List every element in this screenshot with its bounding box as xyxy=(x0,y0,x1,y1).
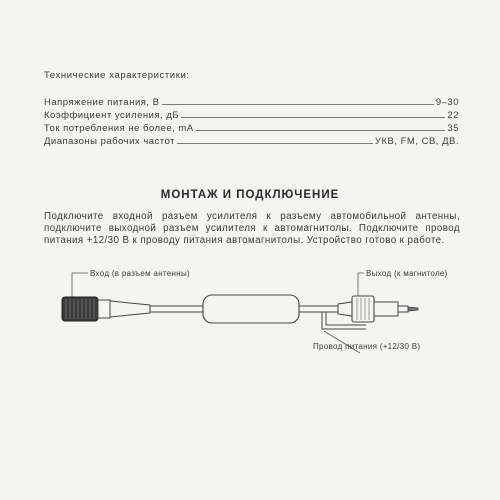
leader-line xyxy=(196,129,446,131)
output-leader-line xyxy=(358,273,364,296)
spec-row-gain xyxy=(44,108,459,121)
spec-value: 22 xyxy=(447,110,459,121)
power-label: Провод питания (+12/30 В) xyxy=(313,342,421,351)
instructions-text: Подключите входной разъем усилителя к разъему автомобильной антенны, подключите выходной разъем усилителя к автомагнитолы. Подключите провод питания +12/30 В к проводу питания автомагнитолы. Устройство готово к работе. xyxy=(44,211,460,246)
leader-line xyxy=(162,103,434,105)
spec-value: 9–30 xyxy=(435,97,459,108)
input-label: Вход (в разъем антенны) xyxy=(90,269,190,278)
specs-title: Технические характеристики: xyxy=(44,70,190,81)
spec-label: Напряжение питания, В xyxy=(44,97,160,108)
amplifier-diagram xyxy=(0,255,500,365)
output-label: Выход (к магнитоле) xyxy=(366,269,448,278)
input-leader-line xyxy=(72,273,88,297)
spec-value: УКВ, FM, СВ, ДВ. xyxy=(374,136,459,147)
spec-label: Коэффициент усиления, дБ xyxy=(44,110,180,121)
output-plug-icon xyxy=(338,296,418,322)
output-cable xyxy=(299,306,338,312)
spec-row-current xyxy=(44,121,459,134)
input-cable xyxy=(150,306,205,312)
leader-line xyxy=(177,142,373,144)
section-heading: МОНТАЖ И ПОДКЛЮЧЕНИЕ xyxy=(160,189,340,201)
spec-row-voltage xyxy=(44,95,459,108)
leader-line xyxy=(181,116,445,118)
spec-label: Диапазоны рабочих частот xyxy=(44,136,175,147)
spec-row-bands xyxy=(44,134,459,147)
spec-label: Ток потребления не более, mA xyxy=(44,123,194,134)
amplifier-body xyxy=(203,295,299,323)
spec-value: 35 xyxy=(447,123,459,134)
input-connector-icon xyxy=(62,297,150,321)
